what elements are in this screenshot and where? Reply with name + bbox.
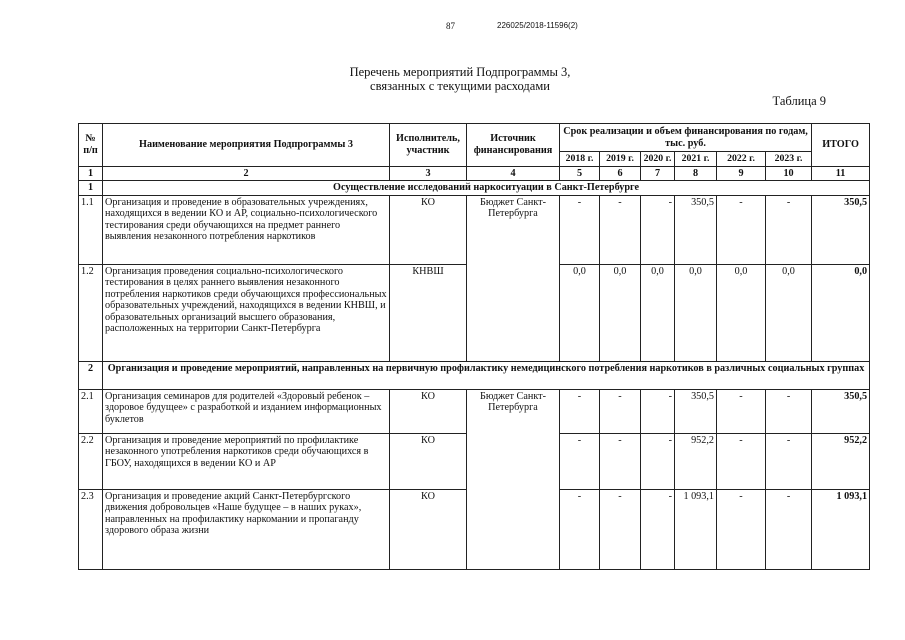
funding-source: Бюджет Санкт-Петербурга [467,195,560,361]
table-row [79,195,870,264]
value-cell: 0,0 [600,264,641,361]
executor: КО [390,489,467,569]
header-year: 2022 г. [717,152,766,167]
column-number: 2 [103,166,390,181]
column-number: 3 [390,166,467,181]
header-total: ИТОГО [812,124,870,167]
activity-name: Организация проведения социально-психологического тестирования в целях раннего выявления незаконного потребления наркотиков среди обучающихся профессиональных образовательных учреждений, находящихся в ведении КНВШ, и образовательных организаций высшего образования, расположенных на территории Санкт-Петербурга [103,264,390,361]
value-cell: 0,0 [766,264,812,361]
column-number: 11 [812,166,870,181]
column-number: 6 [600,166,641,181]
total-cell: 350,5 [812,195,870,264]
activity-name: Организация семинаров для родителей «Здоровый ребенок – здоровое будущее» с разработкой и изданием информационных буклетов [103,389,390,433]
row-number: 1.1 [79,195,103,264]
column-number: 8 [675,166,717,181]
header-name: Наименование мероприятия Подпрограммы 3 [103,124,390,167]
column-number: 4 [467,166,560,181]
document-title-line1: Перечень мероприятий Подпрограммы 3, [349,65,571,79]
section-row [79,181,870,196]
header-year: 2023 г. [766,152,812,167]
document-title-line2: связанных с текущими расходами [370,79,550,93]
total-cell: 1 093,1 [812,489,870,569]
value-cell: 350,5 [675,389,717,433]
section-title: Осуществление исследований наркоситуации в Санкт-Петербурге [103,181,870,196]
section-row [79,361,870,389]
value-cell: - [641,389,675,433]
value-cell: 952,2 [675,433,717,489]
activity-name: Организация и проведение в образовательных учреждениях, находящихся в ведении КО и АР, социально-психологического тестирования среди обучающихся на предмет раннего выявления незаконного потребления наркотиков [103,195,390,264]
column-number: 9 [717,166,766,181]
header-year: 2019 г. [600,152,641,167]
header-year: 2020 г. [641,152,675,167]
column-number: 5 [560,166,600,181]
header-executor: Исполнитель, участник [390,124,467,167]
table-row [79,389,870,433]
value-cell: - [641,433,675,489]
value-cell: - [641,489,675,569]
row-number: 1.2 [79,264,103,361]
value-cell: - [560,389,600,433]
value-cell: 0,0 [675,264,717,361]
executor: КО [390,433,467,489]
value-cell: 1 093,1 [675,489,717,569]
value-cell: 0,0 [717,264,766,361]
funding-source: Бюджет Санкт-Петербурга [467,389,560,569]
row-number: 2.1 [79,389,103,433]
value-cell: 0,0 [641,264,675,361]
value-cell: - [641,195,675,264]
value-cell: - [600,389,641,433]
value-cell: 350,5 [675,195,717,264]
activity-name: Организация и проведение мероприятий по профилактике незаконного употребления наркотиков среди обучающихся в ГБОУ, находящихся в ведении КО и АР [103,433,390,489]
section-title: Организация и проведение мероприятий, направленных на первичную профилактику немедицинского потребления наркотиков в различных социальных группах [103,361,870,389]
value-cell: 0,0 [560,264,600,361]
column-number: 1 [79,166,103,181]
value-cell: - [560,433,600,489]
value-cell: - [766,433,812,489]
value-cell: - [560,489,600,569]
header-year: 2021 г. [675,152,717,167]
total-cell: 350,5 [812,389,870,433]
section-number: 2 [79,361,103,389]
column-number: 10 [766,166,812,181]
value-cell: - [600,195,641,264]
header-num: № п/п [79,124,103,167]
executor: КНВШ [390,264,467,361]
value-cell: - [766,389,812,433]
page-number: 87 [446,21,455,31]
value-cell: - [600,489,641,569]
value-cell: - [717,433,766,489]
row-number: 2.2 [79,433,103,489]
value-cell: - [560,195,600,264]
header-period: Срок реализации и объем финансирования по годам, тыс. руб. [560,124,812,152]
activities-table [78,123,870,570]
value-cell: - [600,433,641,489]
value-cell: - [717,195,766,264]
total-cell: 0,0 [812,264,870,361]
section-number: 1 [79,181,103,196]
activity-name: Организация и проведение акций Санкт-Петербургского движения добровольцев «Наше будущее – в наших руках», направленных на профилактику наркомании и пропаганду здорового образа жизни [103,489,390,569]
value-cell: - [766,195,812,264]
executor: КО [390,389,467,433]
column-number: 7 [641,166,675,181]
table-label: Таблица 9 [772,94,826,108]
value-cell: - [766,489,812,569]
executor: КО [390,195,467,264]
row-number: 2.3 [79,489,103,569]
header-year: 2018 г. [560,152,600,167]
header-source: Источник финансирования [467,124,560,167]
value-cell: - [717,489,766,569]
total-cell: 952,2 [812,433,870,489]
document-code: 226025/2018-11596(2) [497,21,578,30]
value-cell: - [717,389,766,433]
